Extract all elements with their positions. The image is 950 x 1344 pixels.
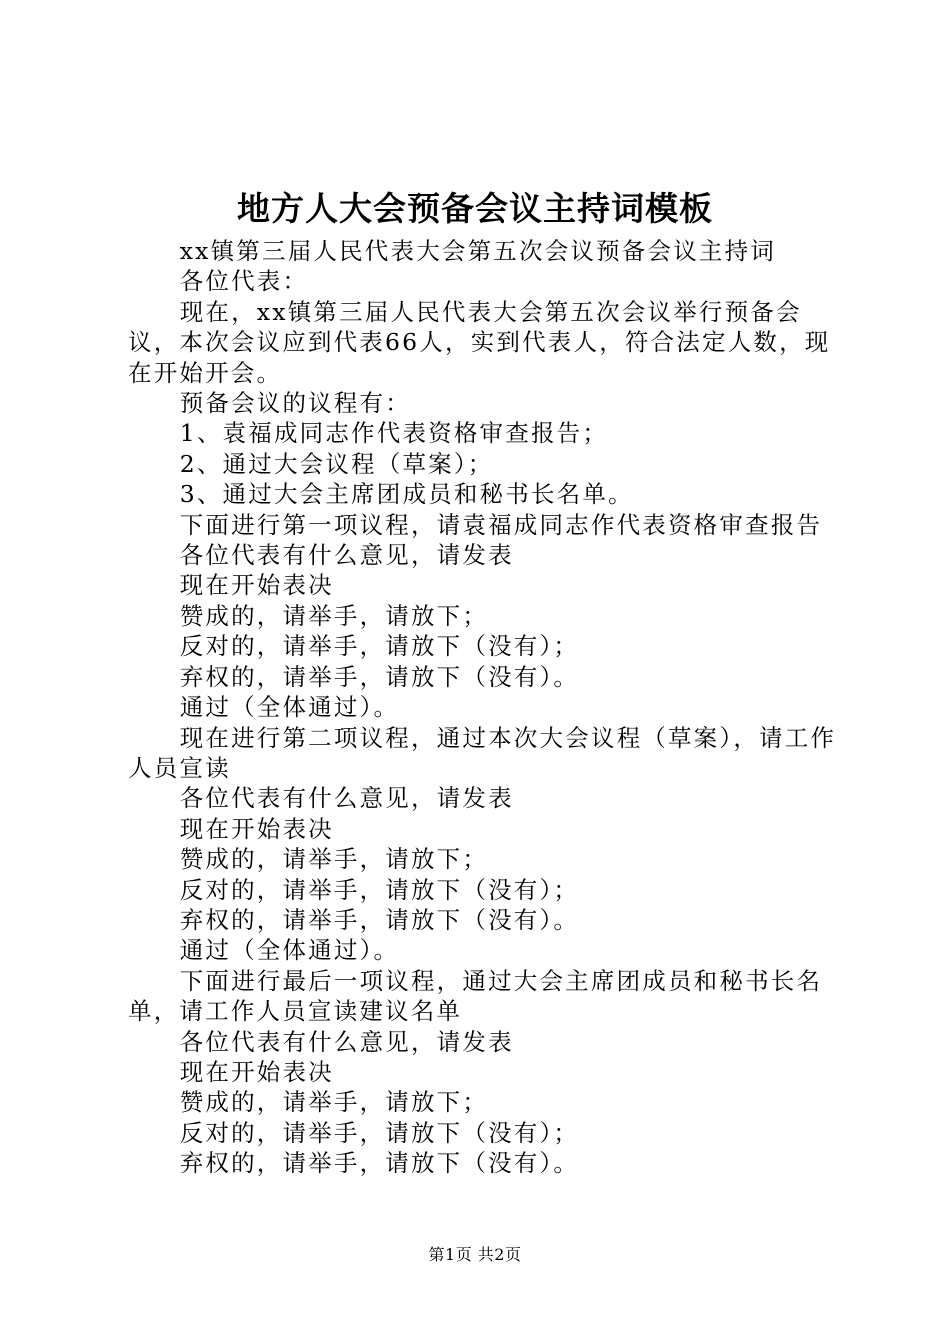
paragraph: 反对的，请举手，请放下（没有）；: [179, 632, 580, 661]
paragraph: 各位代表有什么意见，请发表: [179, 784, 514, 813]
paragraph: 反对的，请举手，请放下（没有）；: [179, 1118, 580, 1147]
paragraph: 下面进行最后一项议程，通过大会主席团成员和秘书长名单，请工作人员宣读建议名单: [128, 966, 823, 1026]
paragraph: 各位代表有什么意见，请发表: [179, 541, 514, 570]
paragraph: 弃权的，请举手，请放下（没有）。: [179, 905, 580, 934]
document-title: 地方人大会预备会议主持词模板: [237, 189, 713, 228]
paragraph: 现在进行第二项议程，通过本次大会议程（草案），请工作人员宣读: [128, 723, 837, 782]
document-body: [128, 236, 838, 1179]
paragraph: 3、通过大会主席团成员和秘书长名单。: [179, 480, 634, 509]
page-footer: 第1页 共2页: [428, 1245, 522, 1264]
paragraph: 2、通过大会议程（草案）；: [179, 449, 494, 478]
paragraph: 各位代表：: [179, 267, 309, 296]
paragraph: 通过（全体通过）。: [179, 936, 400, 965]
paragraph: 下面进行第一项议程，请袁福成同志作代表资格审查报告: [179, 510, 823, 539]
paragraph: 各位代表有什么意见，请发表: [179, 1027, 514, 1056]
paragraph: 反对的，请举手，请放下（没有）；: [179, 875, 580, 904]
paragraph: 预备会议的议程有：: [179, 389, 411, 418]
paragraph: 赞成的，请举手，请放下；: [179, 1088, 489, 1117]
paragraph: xx镇第三届人民代表大会第五次会议预备会议主持词: [179, 237, 776, 265]
paragraph: 现在，xx镇第三届人民代表大会第五次会议举行预备会议，本次会议应到代表66人，实到代表人，符合法定人数，现在开始开会。: [128, 297, 831, 387]
paragraph: 弃权的，请举手，请放下（没有）。: [179, 662, 580, 691]
paragraph: 赞成的，请举手，请放下；: [179, 601, 489, 630]
paragraph: 赞成的，请举手，请放下；: [179, 845, 489, 874]
paragraph: 弃权的，请举手，请放下（没有）。: [179, 1149, 580, 1178]
paragraph: 通过（全体通过）。: [179, 693, 400, 722]
paragraph: 1、袁福成同志作代表资格审查报告；: [179, 419, 609, 448]
paragraph: 现在开始表决: [179, 571, 334, 600]
paragraph: 现在开始表决: [179, 814, 334, 843]
paragraph: 现在开始表决: [179, 1057, 334, 1086]
